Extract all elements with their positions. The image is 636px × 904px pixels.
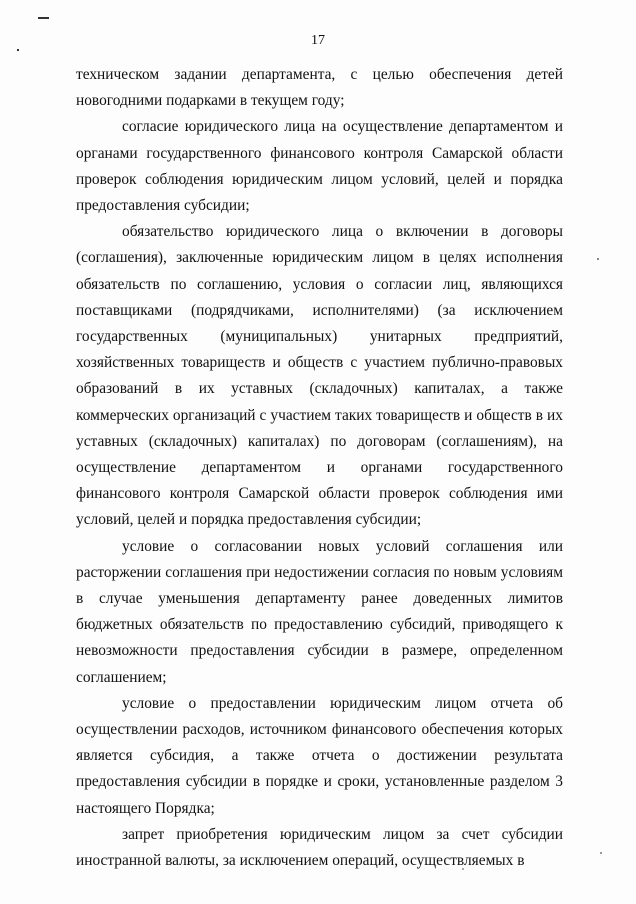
page-number: 17 xyxy=(311,33,325,48)
paragraph-reporting-condition: условие о предоставлении юридическим лицом отчета об осуществлении расходов, источником финансового обеспечения которых является субсидия, а также отчета о достижении результата предоставления субсидии в порядке и сроки, установленные разделом 3 настоящего Порядка; xyxy=(76,694,563,817)
paragraph-obligation-contracts: обязательство юридического лица о включении в договоры (соглашения), заключенные юридическим лицом в целях исполнения обязательств по соглашению, условия о согласии лиц, являющихся поставщиками (подрядчиками, исполнителями) (за исключением государственных (муниципальных) унитарных предприятий, хозяйственных товариществ и обществ с участием публично-правовых образований в их уставных (складочных) капиталах, а также коммерческих организаций с участием таких товариществ и обществ в их уставных (складочных) капиталах) по договорам (соглашениям), на осуществление департаментом и органами государственного финансового контроля Самарской области проверок соблюдения ими условий, целей и порядка предоставления субсидии; xyxy=(76,223,563,529)
scan-speck xyxy=(600,852,602,854)
scan-speck xyxy=(597,258,599,260)
paragraph-consent-inspection: согласие юридического лица на осуществление департаментом и органами государственного финансового контроля Самарской области проверок соблюдения юридическим лицом условий, целей и порядка предоставления субсидии; xyxy=(76,118,563,215)
paragraph-agreement-terms: условие о согласовании новых условий соглашения или расторжении соглашения при недостижении согласия по новым условиям в случае уменьшения департаменту ранее доведенных лимитов бюджетных обязательств по предоставлению субсидий, приводящего к невозможности предоставления субсидии в размере, определенном соглашением; xyxy=(76,537,563,686)
scan-speck xyxy=(17,49,19,51)
paragraph-currency-prohibition: запрет приобретения юридическим лицом за счет субсидии иностранной валюты, за исключением операций, осуществляемых в xyxy=(76,825,563,870)
document-body xyxy=(76,62,563,874)
paragraph-continuation: техническом задании департамента, с целью обеспечения детей новогодними подарками в текущем году; xyxy=(76,66,563,110)
scan-mark xyxy=(38,17,49,19)
